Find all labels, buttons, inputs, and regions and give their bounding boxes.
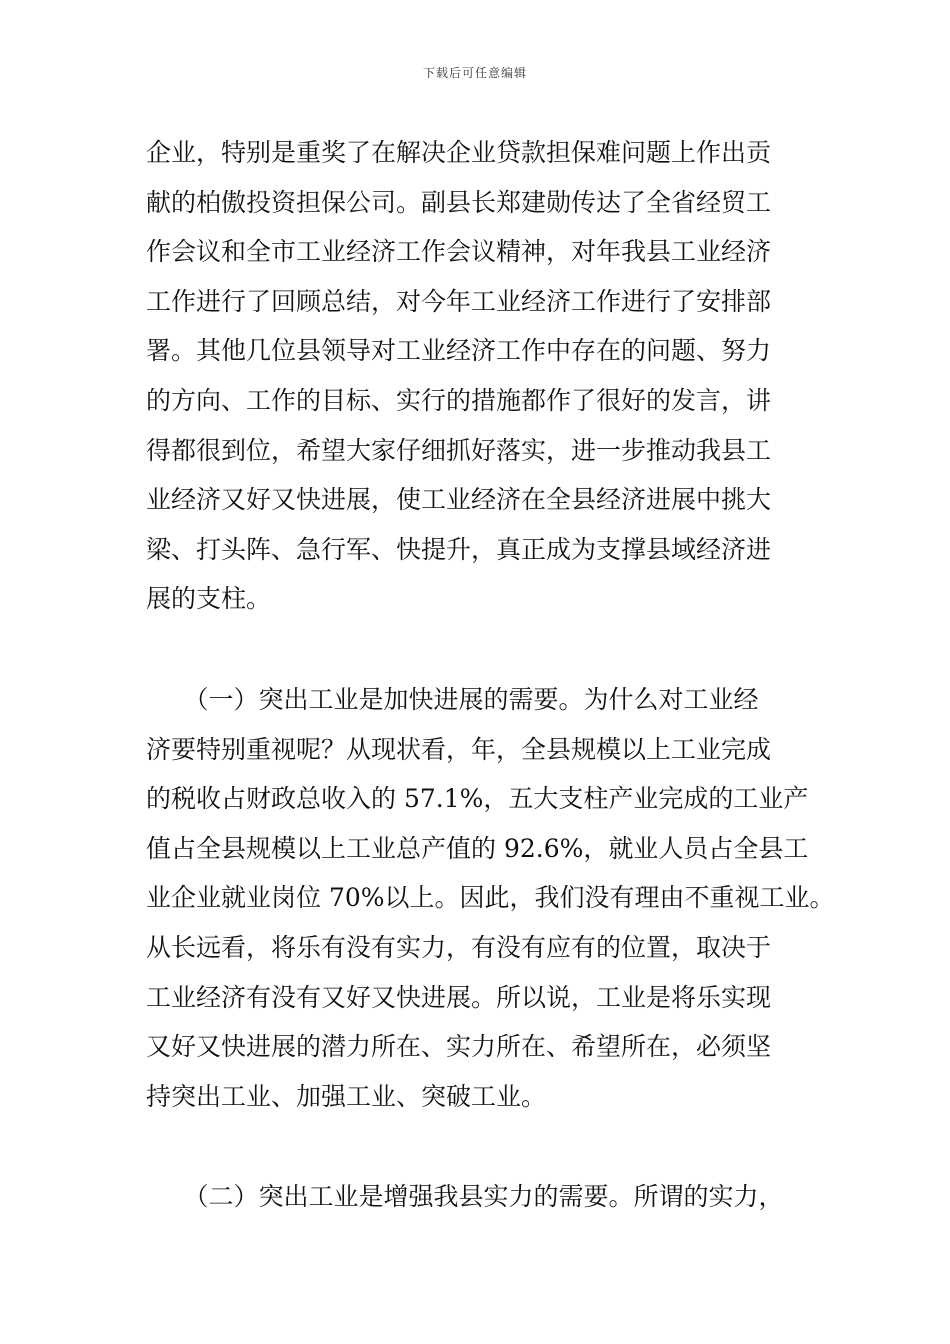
text-line: 业企业就业岗位 70%以上。因此，我们没有理由不重视工业。 (146, 883, 835, 913)
text-line: 企业，特别是重奖了在解决企业贷款担保难问题上作出贡 (146, 138, 772, 167)
text-line: 持突出工业、加强工业、突破工业。 (146, 1081, 547, 1111)
text-line: （一）突出工业是加快进展的需要。为什么对工业经 (146, 685, 759, 714)
paragraph-1 (146, 128, 836, 624)
text-line: 作会议和全市工业经济工作会议精神，对年我县工业经济 (146, 237, 772, 267)
text-line: 工作进行了回顾总结，对今年工业经济工作进行了安排部 (146, 286, 772, 316)
text-line: 的方向、工作的目标、实行的措施都作了很好的发言，讲 (146, 385, 772, 415)
text-line: 展的支柱。 (146, 584, 272, 614)
text-line: 得都很到位，希望大家仔细抓好落实，进一步推动我县工 (146, 435, 772, 465)
text-line: 署。其他几位县领导对工业经济工作中存在的问题、努力 (146, 336, 772, 366)
text-line: 从长远看，将乐有没有实力，有没有应有的位置，取决于 (146, 932, 772, 962)
text-line: 的税收占财政总收入的 57.1%，五大支柱产业完成的工业产 (146, 784, 809, 814)
text-line: 献的柏傲投资担保公司。副县长郑建勋传达了全省经贸工 (146, 187, 772, 217)
text-line: 工业经济有没有又好又快进展。所以说，工业是将乐实现 (146, 982, 772, 1012)
text-line: 济要特别重视呢？从现状看，年，全县规模以上工业完成 (146, 734, 772, 764)
paragraph-3 (146, 1172, 836, 1222)
text-line: （二）突出工业是增强我县实力的需要。所谓的实力， (146, 1182, 784, 1211)
paragraph-2 (146, 675, 836, 1121)
text-line: 业经济又好又快进展，使工业经济在全县经济进展中挑大 (146, 485, 772, 515)
text-line: 值占全县规模以上工业总产值的 92.6%，就业人员占全县工 (146, 833, 809, 863)
page-header: 下载后可任意编辑 (422, 66, 527, 80)
text-line: 又好又快进展的潜力所在、实力所在、希望所在，必须坚 (146, 1032, 772, 1062)
text-line: 梁、打头阵、急行军、快提升，真正成为支撑县域经济进 (146, 534, 772, 564)
